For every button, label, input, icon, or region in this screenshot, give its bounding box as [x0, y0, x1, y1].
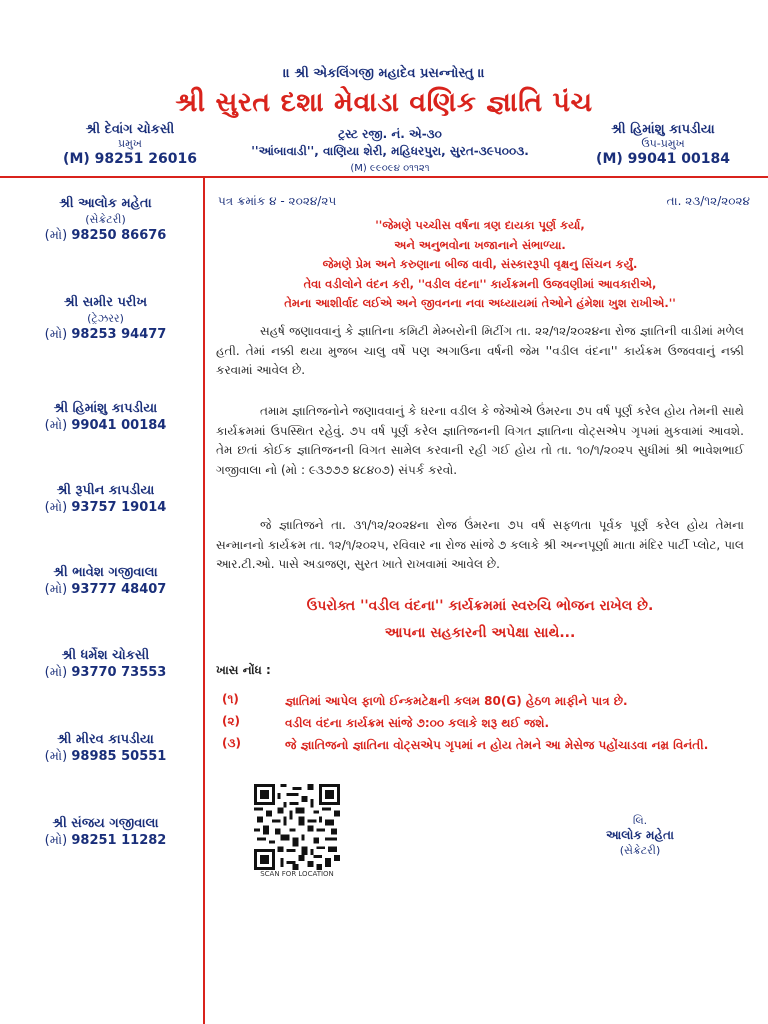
- member-item: [18, 647, 193, 682]
- quote-line: અને અનુભવોના ખજાનાને સંભાળ્યા.: [394, 237, 566, 252]
- trust-street-address: ''આંબાવાડી'', વાણિયા શેરી, મહિધરપુરા, સુરત-૩૯૫૦૦૩.: [251, 144, 529, 158]
- note-number: (૧): [222, 692, 239, 706]
- letter-number: પત્ર ક્રમાંક ૪ - ૨૦૨૪/૨૫: [218, 194, 337, 208]
- quote-line: તેમના આશીર્વાદ લઈએ અને જીવનના નવા અધ્યાયમાં તેઓને હંમેશા ખુશ રાખીએ.'': [284, 296, 676, 310]
- member-phone: (મો) 93770 73553: [44, 665, 167, 680]
- member-phone: (મો) 93757 19014: [44, 500, 167, 515]
- letter-date: તા. ૨૩/૧૨/૨૦૨૪: [666, 194, 750, 208]
- quote-line: ''જેમણે પચ્ચીસ વર્ષના ત્રણ દાયકા પૂર્ણ કર્યા,: [375, 218, 585, 232]
- member-name: શ્રી સમીર પરીખ: [63, 295, 148, 310]
- notes-heading: ખાસ નોંધ :: [216, 663, 271, 677]
- member-name: શ્રી સંજય ગજીવાલા: [52, 816, 159, 831]
- quote-line: તેવા વડીલોને વંદન કરી, ''વડીલ વંદના'' કાર્યક્રમની ઉજવણીમાં આવકારીએ,: [303, 276, 657, 291]
- organization-title: શ્રી સુરત દશા મેવાડા વણિક જ્ઞાતિ પંચ: [175, 87, 593, 118]
- member-item: [18, 815, 193, 850]
- sidebar-divider: [203, 178, 205, 1024]
- member-phone: (મો) 98251 11282: [44, 833, 167, 848]
- signature-role: (સેક્રેટરી): [619, 844, 661, 857]
- member-item: [18, 400, 193, 435]
- member-secretary: [18, 195, 193, 245]
- trust-phone: (M) ૯૯૦૯૪ ૦૧૧૨૧: [350, 163, 430, 174]
- body-paragraph-event: જે જ્ઞાતિજને તા. ૩૧/૧૨/૨૦૨૪ના રોજ ઉંમરના ૭૫ વર્ષ સફળતા પૂર્વક પૂર્ણ કરેલ હોય તેમના સન્માનનો કાર્યક્રમ તા. ૧૨/૧/૨૦૨૫, રવિવાર ના રોજ સાંજે ૭ કલાકે શ્રી અન્નપૂર્ણા માતા મંદિર પાર્ટી પ્લોટ, પાલ આર.ટી.ઓ. પાસે અડાજણ, સુરત ખાતે રાખવામાં આવેલ છે.: [216, 518, 744, 571]
- member-phone: (મો) 98985 50551: [44, 749, 167, 764]
- member-name: શ્રી રૂપીન કાપડીયા: [56, 483, 155, 498]
- note-text: વડીલ વંદના કાર્યક્રમ સાંજે ૭:૦૦ કલાકે શરૂ થઈ જશે.: [285, 716, 550, 730]
- member-item: [18, 482, 193, 517]
- member-name: શ્રી આલોક મહેતા: [59, 196, 152, 211]
- note-number: (૨): [222, 714, 241, 728]
- member-name: શ્રી હિમાંશુ કાપડીયા: [53, 401, 158, 416]
- body-paragraph-attendance: તમામ જ્ઞાતિજનોને જણાવવાનું કે ઘરના વડીલ કે જેઓએ ઉંમરના ૭૫ વર્ષ પૂર્ણ કરેલ હોય તેમની સાથે કાર્યક્રમમાં ઉપસ્થિત રહેવું. ૭૫ વર્ષ પૂર્ણ કરેલ જ્ઞાતિજનની વિગત જ્ઞાતિના વોટ્સએપ ગૃપમાં મુકવામાં આવશે. તેમ છતાં કોઈક જ્ઞાતિજનની વિગત સામેલ કરવાની રહી ગઈ હોય તો તા. ૧૦/૧/૨૦૨૫ સુધીમાં શ્રી ભાવેશભાઈ ગજીવાલા નો (મો : ૯૩૭૭૭ ૪૮૪૦૭) સંપર્ક કરવો.: [216, 404, 744, 477]
- tribute-quote: [210, 216, 750, 314]
- member-phone: (મો) 93777 48407: [44, 582, 167, 597]
- header-divider: [0, 176, 768, 178]
- vice-president-phone: (M) 99041 00184: [596, 151, 730, 167]
- vice-president-block: [578, 122, 748, 167]
- cooperation-line: આપના સહકારની અપેક્ષા સાથે...: [384, 625, 576, 641]
- trust-address: [205, 126, 575, 177]
- member-name: શ્રી મીરવ કાપડીયા: [57, 732, 154, 747]
- member-role: (સેક્રેટરી): [85, 213, 126, 226]
- note-text: જે જ્ઞાતિજનો જ્ઞાતિના વોટ્સએપ ગૃપમાં ન હોય તેમને આ મેસેજ પહોંચાડવા નમ્ર વિનંતી.: [285, 738, 709, 752]
- vice-president-role: ઉપ-પ્રમુખ: [641, 137, 685, 150]
- signature-name: આલોક મહેતા: [606, 828, 674, 842]
- qr-caption: SCAN FOR LOCATION: [260, 870, 334, 878]
- president-name: શ્રી દેવાંગ ચોકસી: [85, 122, 175, 137]
- note-number: (૩): [222, 736, 241, 750]
- member-item: [18, 564, 193, 599]
- member-item: [18, 731, 193, 766]
- vice-president-name: શ્રી હિમાંશુ કાપડીયા: [611, 122, 715, 137]
- note-text: જ્ઞાતિમાં આપેલ ફાળો ઈન્કમટેક્ષની કલમ 80(G) હેઠળ માફીને પાત્ર છે.: [285, 694, 628, 708]
- member-name: શ્રી ધર્મેશ ચોકસી: [61, 648, 150, 663]
- member-phone: (મો) 98250 86676: [44, 228, 167, 243]
- signature-prefix: લિ.: [632, 814, 648, 827]
- trust-registration: ટ્રસ્ટ રજી. નં. એ-૩૦: [338, 127, 442, 141]
- quote-line: જેમણે પ્રેમ અને કરુણાના બીજ વાવી, સંસ્કારરૂપી વૃક્ષનુ સિંચન કર્યું.: [322, 257, 638, 271]
- member-phone: (મો) 99041 00184: [44, 418, 167, 433]
- location-qr-code[interactable]: [252, 784, 342, 870]
- body-paragraph-meeting: સહર્ષ જણાવવાનું કે જ્ઞાતિના કમિટી મેમ્બરોની મિટીંગ તા. ૨૨/૧૨/૨૦૨૪ના રોજ જ્ઞાતિની વાડીમાં મળેલ હતી. તેમાં નક્કી થયા મુજબ ચાલુ વર્ષે પણ અગાઉના વર્ષની જેમ ''વડીલ વંદના'' કાર્યક્રમ ઉજવવાનું નક્કી કરવામાં આવેલ છે.: [216, 324, 744, 377]
- president-block: [40, 122, 220, 167]
- invocation-line: ॥ શ્રી એકલિંગજી મહાદેવ પ્રસન્નોસ્તુ ॥: [283, 66, 485, 81]
- lunch-announcement: ઉપરોક્ત ''વડીલ વંદના'' કાર્યક્રમમાં સ્વરુચિ ભોજન રાખેલ છે.: [306, 598, 654, 614]
- president-phone: (M) 98251 26016: [63, 151, 197, 167]
- member-treasurer: [18, 294, 193, 344]
- member-name: શ્રી ભાવેશ ગજીવાલા: [53, 565, 158, 580]
- member-role: (ટ્રેઝરર): [87, 312, 124, 325]
- president-role: પ્રમુખ: [118, 137, 142, 150]
- signature-block: [580, 813, 700, 858]
- member-phone: (મો) 98253 94477: [44, 327, 167, 342]
